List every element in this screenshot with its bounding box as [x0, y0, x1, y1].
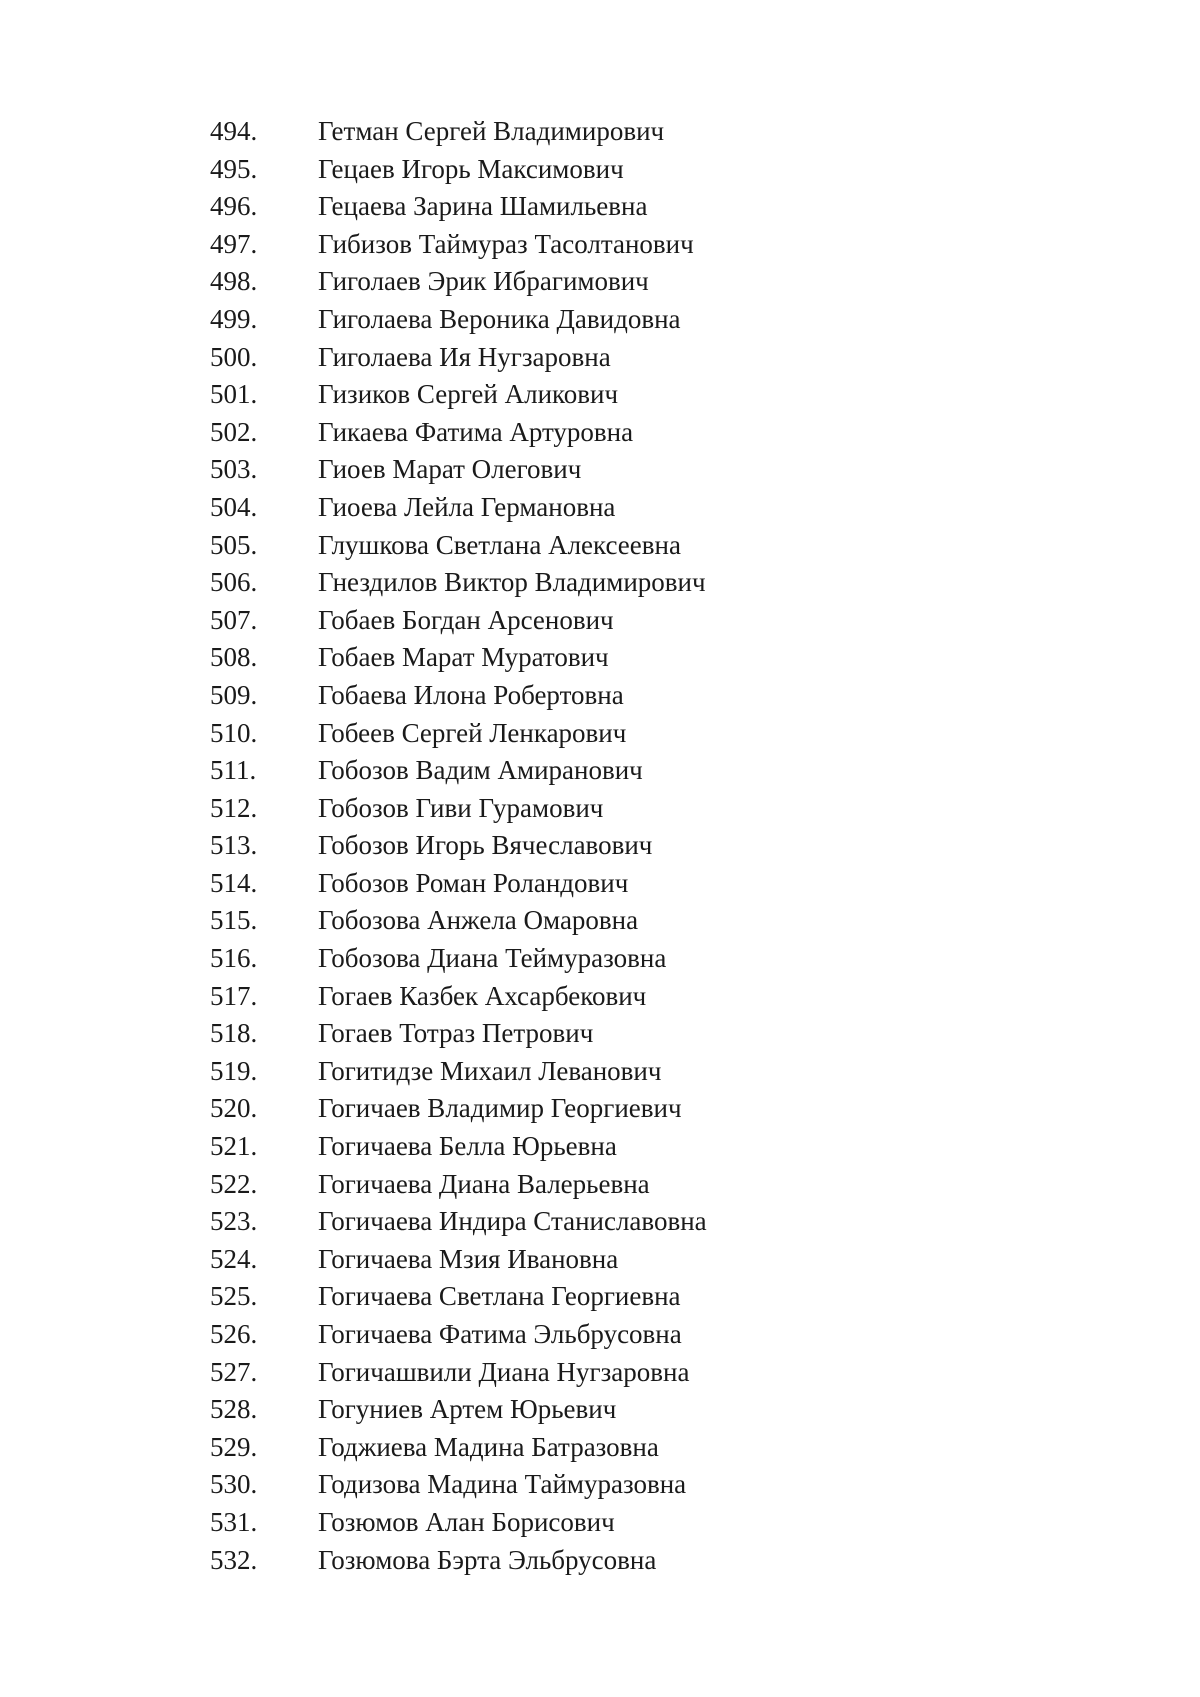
- list-item: [210, 752, 707, 790]
- entry-number: 529.: [210, 1431, 258, 1462]
- entry-name: Гогитидзе Михаил Леванович: [318, 1055, 662, 1086]
- entry-number: 503.: [210, 454, 258, 485]
- list-item: [210, 301, 707, 339]
- entry-name: Гобаев Марат Муратович: [318, 642, 609, 673]
- entry-number: 521.: [210, 1131, 258, 1162]
- list-item: [210, 1278, 707, 1316]
- entry-number: 520.: [210, 1093, 258, 1124]
- entry-name: Гогичаева Мзия Ивановна: [318, 1243, 619, 1274]
- list-item: [210, 902, 707, 940]
- list-item: [210, 1429, 707, 1467]
- list-item: [210, 188, 707, 226]
- entry-name: Гобаев Богдан Арсенович: [318, 604, 614, 635]
- entry-number: 523.: [210, 1206, 258, 1237]
- entry-number: 498.: [210, 266, 258, 297]
- entry-name: Гогуниев Артем Юрьевич: [318, 1394, 617, 1425]
- entry-name: Гизиков Сергей Аликович: [318, 379, 619, 410]
- entry-number: 500.: [210, 341, 258, 372]
- entry-number: 517.: [210, 980, 258, 1011]
- entry-name: Гобозова Анжела Омаровна: [318, 905, 639, 936]
- entry-name: Гобозов Гиви Гурамович: [318, 792, 604, 823]
- entry-number: 512.: [210, 792, 258, 823]
- entry-name: Гиголаев Эрик Ибрагимович: [318, 266, 649, 297]
- entry-number: 510.: [210, 717, 258, 748]
- list-item: [210, 489, 707, 527]
- entry-number: 519.: [210, 1055, 258, 1086]
- entry-name: Глушкова Светлана Алексеевна: [318, 529, 681, 560]
- entry-name: Гогаев Тотраз Петрович: [318, 1018, 594, 1049]
- entry-name: Гогичаева Индира Станиславовна: [318, 1206, 707, 1237]
- entry-number: 515.: [210, 905, 258, 936]
- entry-number: 516.: [210, 943, 258, 974]
- list-item: [210, 1542, 707, 1580]
- entry-name: Гиголаева Ия Нугзаровна: [318, 341, 611, 372]
- entry-number: 513.: [210, 830, 258, 861]
- entry-number: 499.: [210, 303, 258, 334]
- entry-number: 511.: [210, 755, 257, 786]
- entry-number: 501.: [210, 379, 258, 410]
- list-item: [210, 1391, 707, 1429]
- entry-name: Гозюмов Алан Борисович: [318, 1506, 615, 1537]
- list-item: [210, 1015, 707, 1053]
- entry-number: 505.: [210, 529, 258, 560]
- list-item: [210, 1203, 707, 1241]
- list-item: [210, 1241, 707, 1279]
- entry-name: Годжиева Мадина Батразовна: [318, 1431, 659, 1462]
- entry-name: Гобаева Илона Робертовна: [318, 679, 624, 710]
- entry-name: Гобозов Вадим Амиранович: [318, 755, 643, 786]
- entry-number: 524.: [210, 1243, 258, 1274]
- entry-name: Гобозов Роман Роландович: [318, 867, 629, 898]
- entry-number: 531.: [210, 1506, 258, 1537]
- entry-number: 518.: [210, 1018, 258, 1049]
- entry-number: 530.: [210, 1469, 258, 1500]
- entry-name: Гогичаева Светлана Георгиевна: [318, 1281, 681, 1312]
- entry-name: Гогичаева Диана Валерьевна: [318, 1168, 650, 1199]
- entry-name: Гобозов Игорь Вячеславович: [318, 830, 653, 861]
- list-item: [210, 263, 707, 301]
- list-item: [210, 790, 707, 828]
- entry-name: Годизова Мадина Таймуразовна: [318, 1469, 687, 1500]
- entry-name: Гнездилов Виктор Владимирович: [318, 567, 706, 598]
- entry-name: Гогичаева Фатима Эльбрусовна: [318, 1319, 682, 1349]
- list-item: [210, 1354, 707, 1392]
- list-item: [210, 376, 707, 414]
- list-item: [210, 414, 707, 452]
- list-item: [210, 602, 707, 640]
- name-list: [210, 113, 707, 1579]
- entry-name: Гогаев Казбек Ахсарбекович: [318, 980, 647, 1011]
- list-item: [210, 639, 707, 677]
- entry-name: Гиголаева Вероника Давидовна: [318, 303, 681, 334]
- entry-name: Гиоева Лейла Германовна: [318, 491, 616, 522]
- list-item: [210, 1504, 707, 1542]
- entry-number: 514.: [210, 867, 258, 898]
- entry-name: Гиоев Марат Олегович: [318, 454, 582, 485]
- list-item: [210, 1316, 707, 1354]
- list-item: [210, 339, 707, 377]
- entry-name: Гогичашвили Диана Нугзаровна: [318, 1356, 690, 1387]
- entry-number: 526.: [210, 1319, 258, 1349]
- entry-name: Гобеев Сергей Ленкарович: [318, 717, 627, 748]
- list-item: [210, 715, 707, 753]
- list-item: [210, 1128, 707, 1166]
- list-item: [210, 1466, 707, 1504]
- list-item: [210, 1166, 707, 1204]
- list-item: [210, 226, 707, 264]
- list-item: [210, 451, 707, 489]
- list-item: [210, 677, 707, 715]
- entry-name: Гибизов Таймураз Тасолтанович: [318, 228, 694, 259]
- entry-number: 528.: [210, 1394, 258, 1425]
- entry-number: 496.: [210, 191, 258, 222]
- entry-number: 522.: [210, 1168, 258, 1199]
- list-item: [210, 865, 707, 903]
- list-item: [210, 113, 707, 151]
- entry-name: Гогичаева Белла Юрьевна: [318, 1131, 617, 1162]
- entry-number: 532.: [210, 1544, 258, 1575]
- list-item: [210, 527, 707, 565]
- entry-number: 495.: [210, 153, 258, 184]
- entry-number: 494.: [210, 116, 258, 146]
- entry-name: Гобозова Диана Теймуразовна: [318, 943, 667, 974]
- entry-number: 509.: [210, 679, 258, 710]
- entry-name: Гикаева Фатима Артуровна: [318, 416, 634, 447]
- entry-name: Гозюмова Бэрта Эльбрусовна: [318, 1544, 657, 1575]
- entry-number: 527.: [210, 1356, 258, 1387]
- list-item: [210, 978, 707, 1016]
- entry-name: Гогичаев Владимир Георгиевич: [318, 1093, 682, 1124]
- list-item: [210, 1053, 707, 1091]
- list-item: [210, 151, 707, 189]
- entry-name: Гецаев Игорь Максимович: [318, 153, 624, 184]
- entry-number: 508.: [210, 642, 258, 673]
- list-item: [210, 564, 707, 602]
- list-item: [210, 940, 707, 978]
- entry-number: 497.: [210, 228, 258, 259]
- entry-number: 525.: [210, 1281, 258, 1312]
- entry-number: 502.: [210, 416, 258, 447]
- entry-name: Гецаева Зарина Шамильевна: [318, 191, 648, 222]
- entry-number: 507.: [210, 604, 258, 635]
- list-item: [210, 1090, 707, 1128]
- list-item: [210, 827, 707, 865]
- entry-name: Гетман Сергей Владимирович: [318, 116, 665, 146]
- entry-number: 504.: [210, 491, 258, 522]
- entry-number: 506.: [210, 567, 258, 598]
